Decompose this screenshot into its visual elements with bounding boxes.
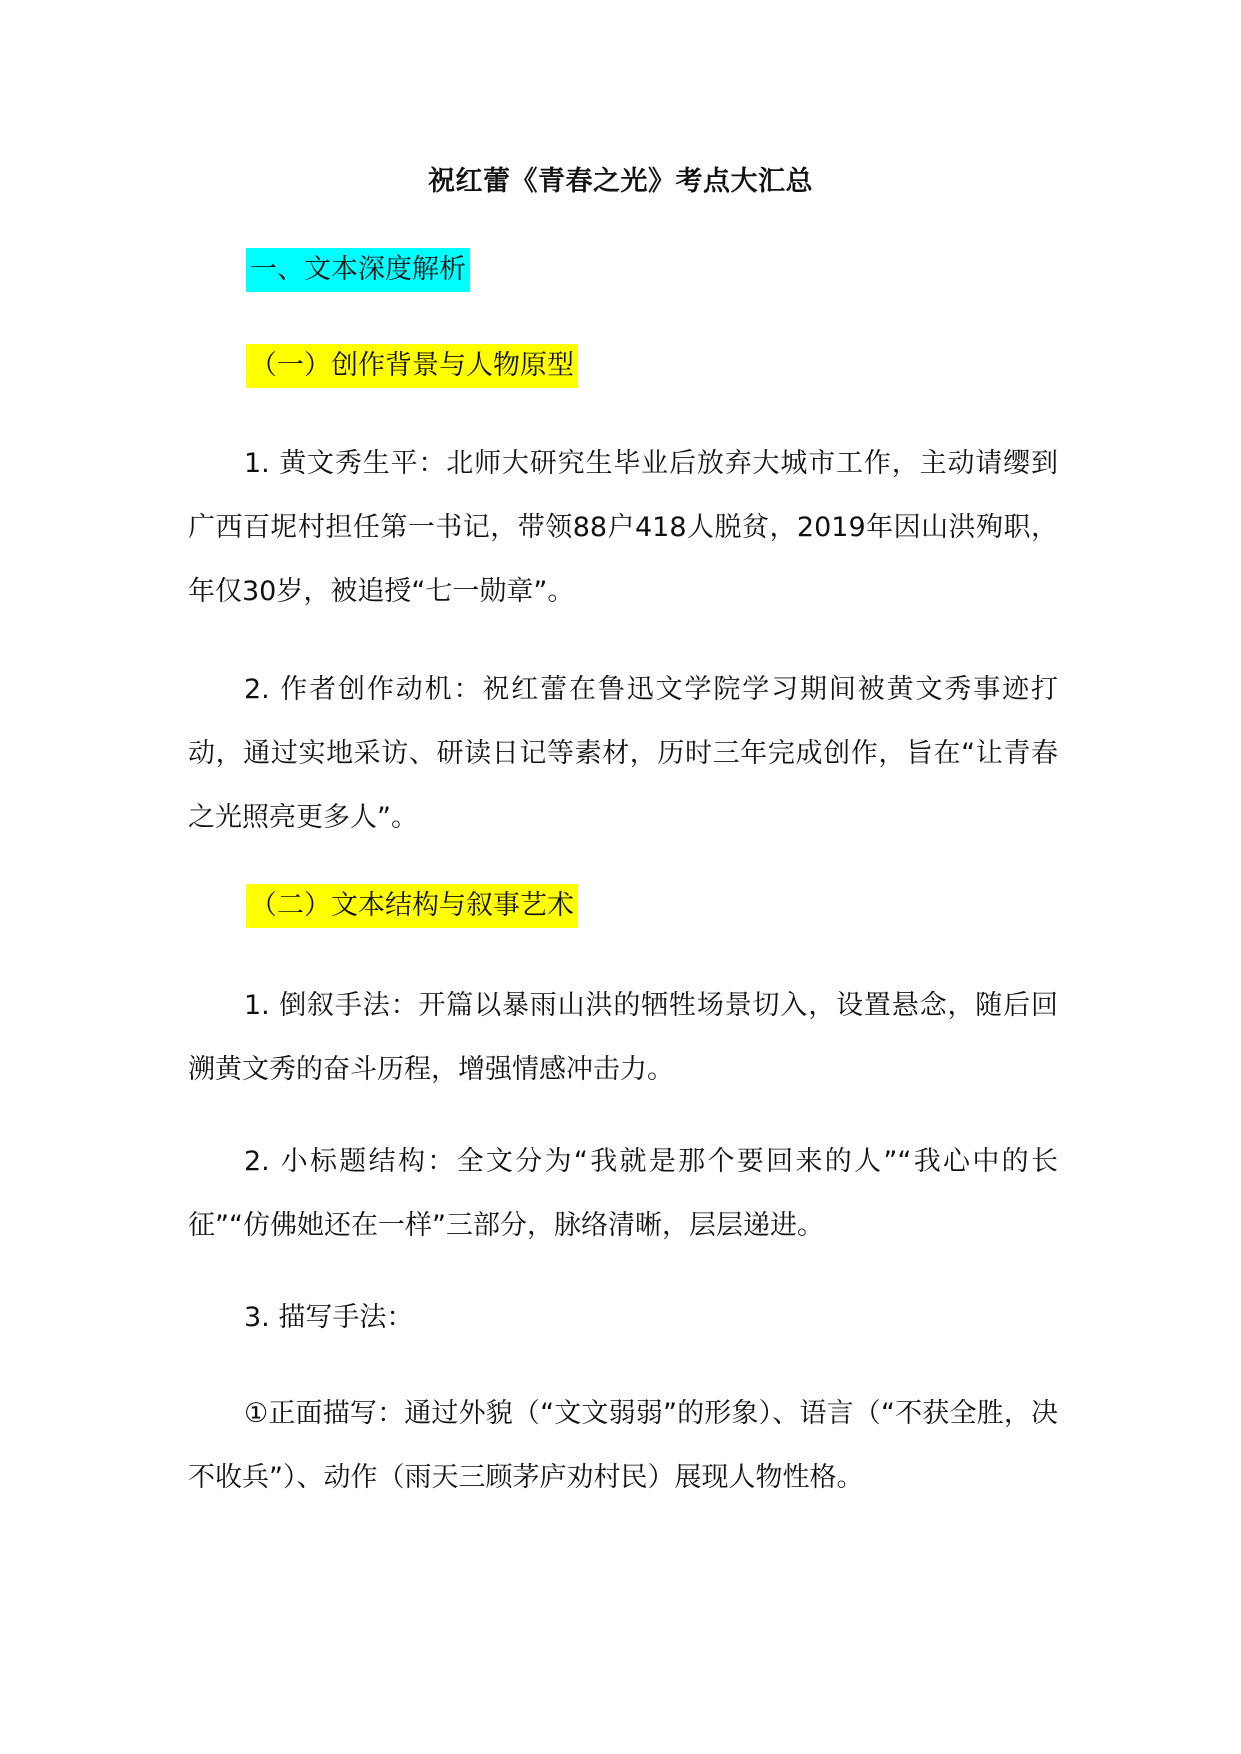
paragraph-biography: 1. 黄文秀生平：北师大研究生毕业后放弃大城市工作，主动请缨到广西百坭村担任第一书记，带领88户418人脱贫，2019年因山洪殉职，年仅30岁，被追授“七一勋章”。 — [188, 448, 1058, 607]
paragraph-description-methods: 3. 描写手法： — [244, 1302, 414, 1333]
document-title: 祝红蕾《青春之光》考点大汇总 — [428, 166, 813, 197]
subsection-heading-background: （一）创作背景与人物原型 — [246, 344, 578, 388]
paragraph-motivation: 2. 作者创作动机：祝红蕾在鲁迅文学院学习期间被黄文秀事迹打动，通过实地采访、研读日记等素材，历时三年完成创作，旨在“让青春之光照亮更多人”。 — [188, 674, 1058, 833]
paragraph-subtitle-structure: 2. 小标题结构：全文分为“我就是那个要回来的人”“我心中的长征”“仿佛她还在一样”三部分，脉络清晰，层层递进。 — [188, 1146, 1058, 1241]
section-heading-text-analysis: 一、文本深度解析 — [246, 248, 470, 292]
subsection-heading-structure: （二）文本结构与叙事艺术 — [246, 884, 578, 928]
paragraph-flashback: 1. 倒叙手法：开篇以暴雨山洪的牺牲场景切入，设置悬念，随后回溯黄文秀的奋斗历程，增强情感冲击力。 — [188, 990, 1058, 1085]
paragraph-direct-description: ①正面描写：通过外貌（“文文弱弱”的形象）、语言（“不获全胜，决不收兵”）、动作（雨天三顾茅庐劝村民）展现人物性格。 — [188, 1398, 1058, 1493]
